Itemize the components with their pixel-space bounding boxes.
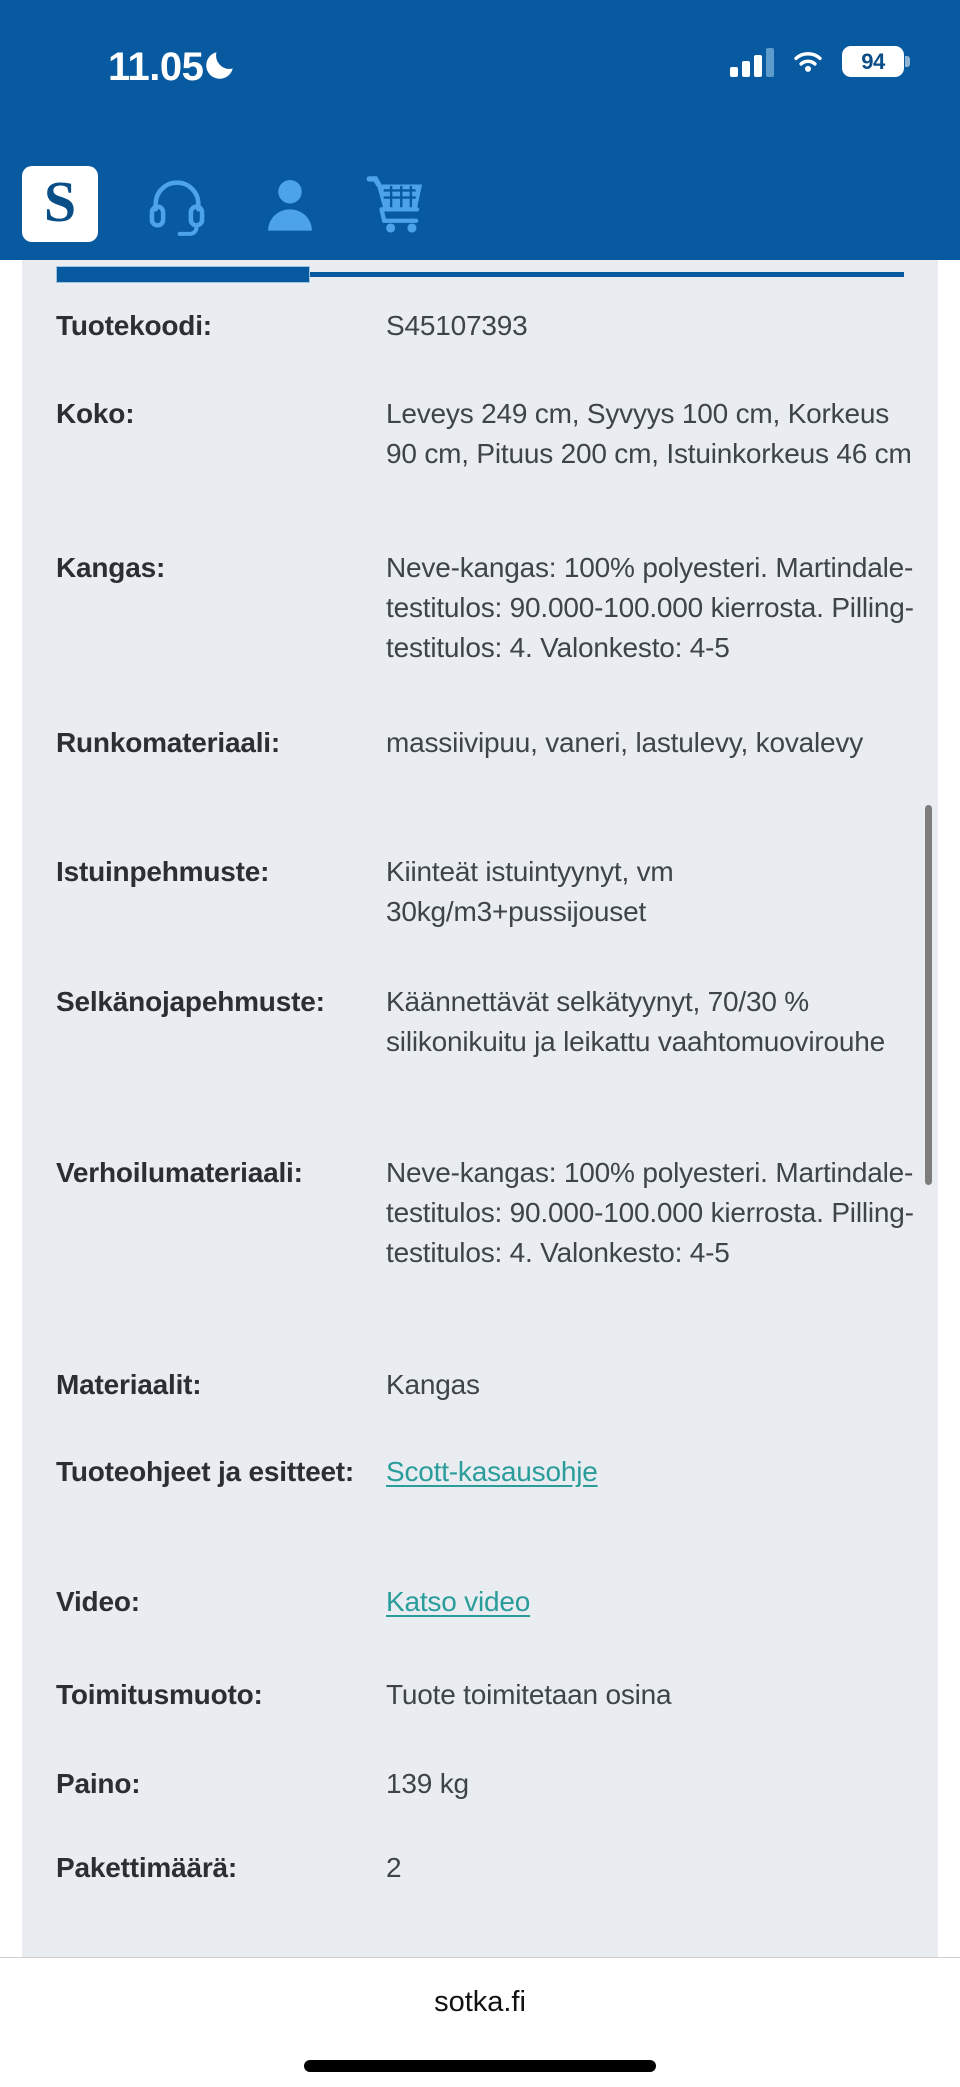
spec-label: Video: (56, 1586, 140, 1617)
spec-row (56, 548, 916, 668)
battery-level-label: 94 (861, 48, 885, 74)
spec-value: Käännettävät selkätyynyt, 70/30 % silikonikuitu ja leikattu vaahtomuovirouhe (386, 986, 885, 1057)
spec-label: Istuinpehmuste: (56, 856, 270, 887)
spec-label: Tuoteohjeet ja esitteet: (56, 1456, 355, 1487)
page-body (0, 260, 960, 1960)
spec-label: Tuotekoodi: (56, 310, 212, 341)
site-header (0, 148, 960, 260)
headset-support-icon[interactable] (145, 172, 209, 236)
shopping-cart-icon[interactable] (365, 172, 429, 236)
wifi-icon (790, 48, 826, 76)
spec-value[interactable] (386, 1452, 916, 1492)
spec-label: Paino: (56, 1768, 141, 1799)
spec-row (56, 723, 916, 763)
spec-link[interactable]: Scott-kasausohje (386, 1456, 598, 1487)
product-specs-panel (22, 260, 938, 1960)
spec-row (56, 1848, 916, 1888)
spec-row (56, 1582, 916, 1622)
spec-value[interactable] (386, 1582, 916, 1622)
page-scrollbar[interactable] (925, 805, 932, 1185)
spec-row (56, 1675, 916, 1715)
spec-label: Materiaalit: (56, 1369, 202, 1400)
spec-value: 139 kg (386, 1768, 469, 1799)
battery-indicator (842, 46, 904, 77)
spec-row (56, 1452, 916, 1492)
spec-label: Verhoilumateriaali: (56, 1157, 303, 1188)
spec-row (56, 394, 916, 474)
crescent-moon-icon (203, 48, 237, 82)
spec-row (56, 982, 916, 1062)
status-bar-indicators (730, 46, 904, 77)
user-account-icon[interactable] (258, 172, 322, 236)
spec-label: Selkänojapehmuste: (56, 986, 325, 1017)
spec-label: Kangas: (56, 552, 166, 583)
spec-value: Kiinteät istuintyynyt, vm 30kg/m3+pussijouset (386, 856, 674, 927)
spec-value: 2 (386, 1852, 402, 1883)
spec-label: Runkomateriaali: (56, 727, 280, 758)
spec-label: Pakettimäärä: (56, 1852, 238, 1883)
progress-bar-fill (56, 266, 310, 283)
home-indicator (304, 2060, 656, 2072)
spec-row (56, 1365, 916, 1405)
spec-label: Koko: (56, 398, 135, 429)
spec-value: Leveys 249 cm, Syvyys 100 cm, Korkeus 90 cm, Pituus 200 cm, Istuinkorkeus 46 cm (386, 398, 912, 469)
spec-value: Neve-kangas: 100% polyesteri. Martindale-testitulos: 90.000-100.000 kierrosta. Pilling-testitulos: 4. Valonkesto: 4-5 (386, 1157, 914, 1268)
status-bar (0, 0, 960, 148)
browser-bottom-bar (0, 1957, 960, 2087)
spec-value: Neve-kangas: 100% polyesteri. Martindale-testitulos: 90.000-100.000 kierrosta. Pilling-testitulos: 4. Valonkesto: 4-5 (386, 552, 914, 663)
spec-row (56, 852, 916, 932)
spec-value: S45107393 (386, 310, 528, 341)
spec-row (56, 1764, 916, 1804)
spec-value: massiivipuu, vaneri, lastulevy, kovalevy (386, 727, 864, 758)
status-bar-clock: 11.05 (108, 45, 204, 89)
address-domain-label[interactable]: sotka.fi (434, 1986, 526, 2018)
spec-value: Kangas (386, 1369, 480, 1400)
spec-row (56, 1153, 916, 1273)
spec-link[interactable]: Katso video (386, 1586, 531, 1617)
spec-row (56, 306, 916, 346)
spec-value: Tuote toimitetaan osina (386, 1679, 672, 1710)
cellular-signal-icon (730, 47, 774, 77)
sotka-logo[interactable] (22, 166, 98, 242)
logo-letter: S (43, 169, 77, 234)
spec-label: Toimitusmuoto: (56, 1679, 263, 1710)
